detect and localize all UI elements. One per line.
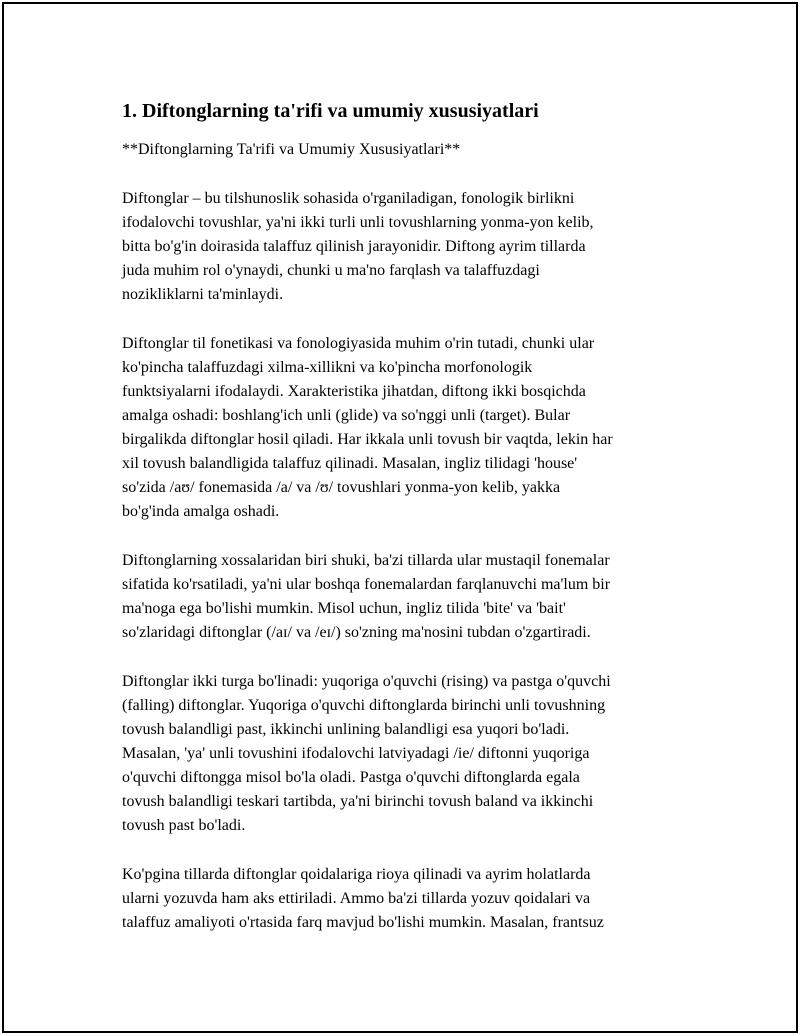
text-line: tovush balandligi past, ikkinchi unlining balandligi esa yuqori bo'ladi. [122, 721, 570, 738]
paragraph-types [122, 670, 692, 838]
text-line: Ko'pgina tillarda diftonglar qoidalariga rioya qilinadi va ayrim holatlarda [122, 866, 591, 883]
text-line: juda muhim rol o'ynaydi, chunki u ma'no farqlash va talaffuzdagi [122, 262, 540, 279]
text-line: tovush past bo'ladi. [122, 817, 246, 834]
paragraph-phonetics [122, 332, 692, 524]
text-line: (falling) diftonglar. Yuqoriga o'quvchi diftonglarda birinchi unli tovushning [122, 697, 606, 714]
text-line: sifatida ko'rsatiladi, ya'ni ular boshqa fonemalardan farqlanuvchi ma'lum bir [122, 576, 611, 593]
text-line: bitta bo'g'in doirasida talaffuz qilinish jarayonidir. Diftong ayrim tillarda [122, 238, 586, 255]
text-line: so'zlaridagi diftonglar (/aɪ/ va /eɪ/) so'zning ma'nosini tubdan o'zgartiradi. [122, 624, 591, 641]
text-line: amalga oshadi: boshlang'ich unli (glide) va so'nggi unli (target). Bular [122, 407, 571, 424]
text-line: Masalan, 'ya' unli tovushini ifodalovchi latviyadagi /ie/ diftonni yuqoriga [122, 745, 590, 762]
text-line: Diftonglarning xossalaridan biri shuki, ba'zi tillarda ular mustaqil fonemalar [122, 552, 610, 569]
text-line: Diftonglar – bu tilshunoslik sohasida o'rganiladigan, fonologik birlikni [122, 190, 575, 207]
paragraph-orthography [122, 863, 692, 935]
text-line: birgalikda diftonglar hosil qiladi. Har ikkala unli tovush bir vaqtda, lekin har [122, 431, 613, 448]
section-subtitle: **Diftonglarning Ta'rifi va Umumiy Xususiyatlari** [122, 141, 461, 158]
paragraph-phonemes [122, 549, 692, 645]
text-line: funktsiyalarni ifodalaydi. Xarakteristika jihatdan, diftong ikki bosqichda [122, 383, 586, 400]
text-line: so'zida /aʊ/ fonemasida /a/ va /ʊ/ tovushlari yonma-yon kelib, yakka [122, 479, 561, 496]
section-heading: 1. Diftonglarning ta'rifi va umumiy xususiyatlari [122, 100, 539, 122]
text-line: nozikliklarni ta'minlaydi. [122, 286, 284, 303]
document-body [122, 97, 692, 935]
text-line: ifodalovchi tovushlar, ya'ni ikki turli unli tovushlarning yonma-yon kelib, [122, 214, 594, 231]
text-line: bo'g'inda amalga oshadi. [122, 503, 280, 520]
text-line: tovush balandligi teskari tartibda, ya'ni birinchi tovush baland va ikkinchi [122, 793, 594, 810]
text-line: talaffuz amaliyoti o'rtasida farq mavjud bo'lishi mumkin. Masalan, frantsuz [122, 914, 604, 931]
page-frame [2, 2, 798, 1033]
paragraph-definition [122, 187, 692, 307]
text-line: ularni yozuvda ham aks ettiriladi. Ammo ba'zi tillarda yozuv qoidalari va [122, 890, 591, 907]
text-line: ko'pincha talaffuzdagi xilma-xillikni va ko'pincha morfonologik [122, 359, 533, 376]
text-line: ma'noga ega bo'lishi mumkin. Misol uchun, ingliz tilida 'bite' va 'bait' [122, 600, 566, 617]
text-line: o'quvchi diftongga misol bo'la oladi. Pastga o'quvchi diftonglarda egala [122, 769, 580, 786]
text-line: Diftonglar til fonetikasi va fonologiyasida muhim o'rin tutadi, chunki ular [122, 335, 595, 352]
text-line: Diftonglar ikki turga bo'linadi: yuqoriga o'quvchi (rising) va pastga o'quvchi [122, 673, 611, 690]
text-line: xil tovush balandligida talaffuz qilinadi. Masalan, ingliz tilidagi 'house' [122, 455, 578, 472]
